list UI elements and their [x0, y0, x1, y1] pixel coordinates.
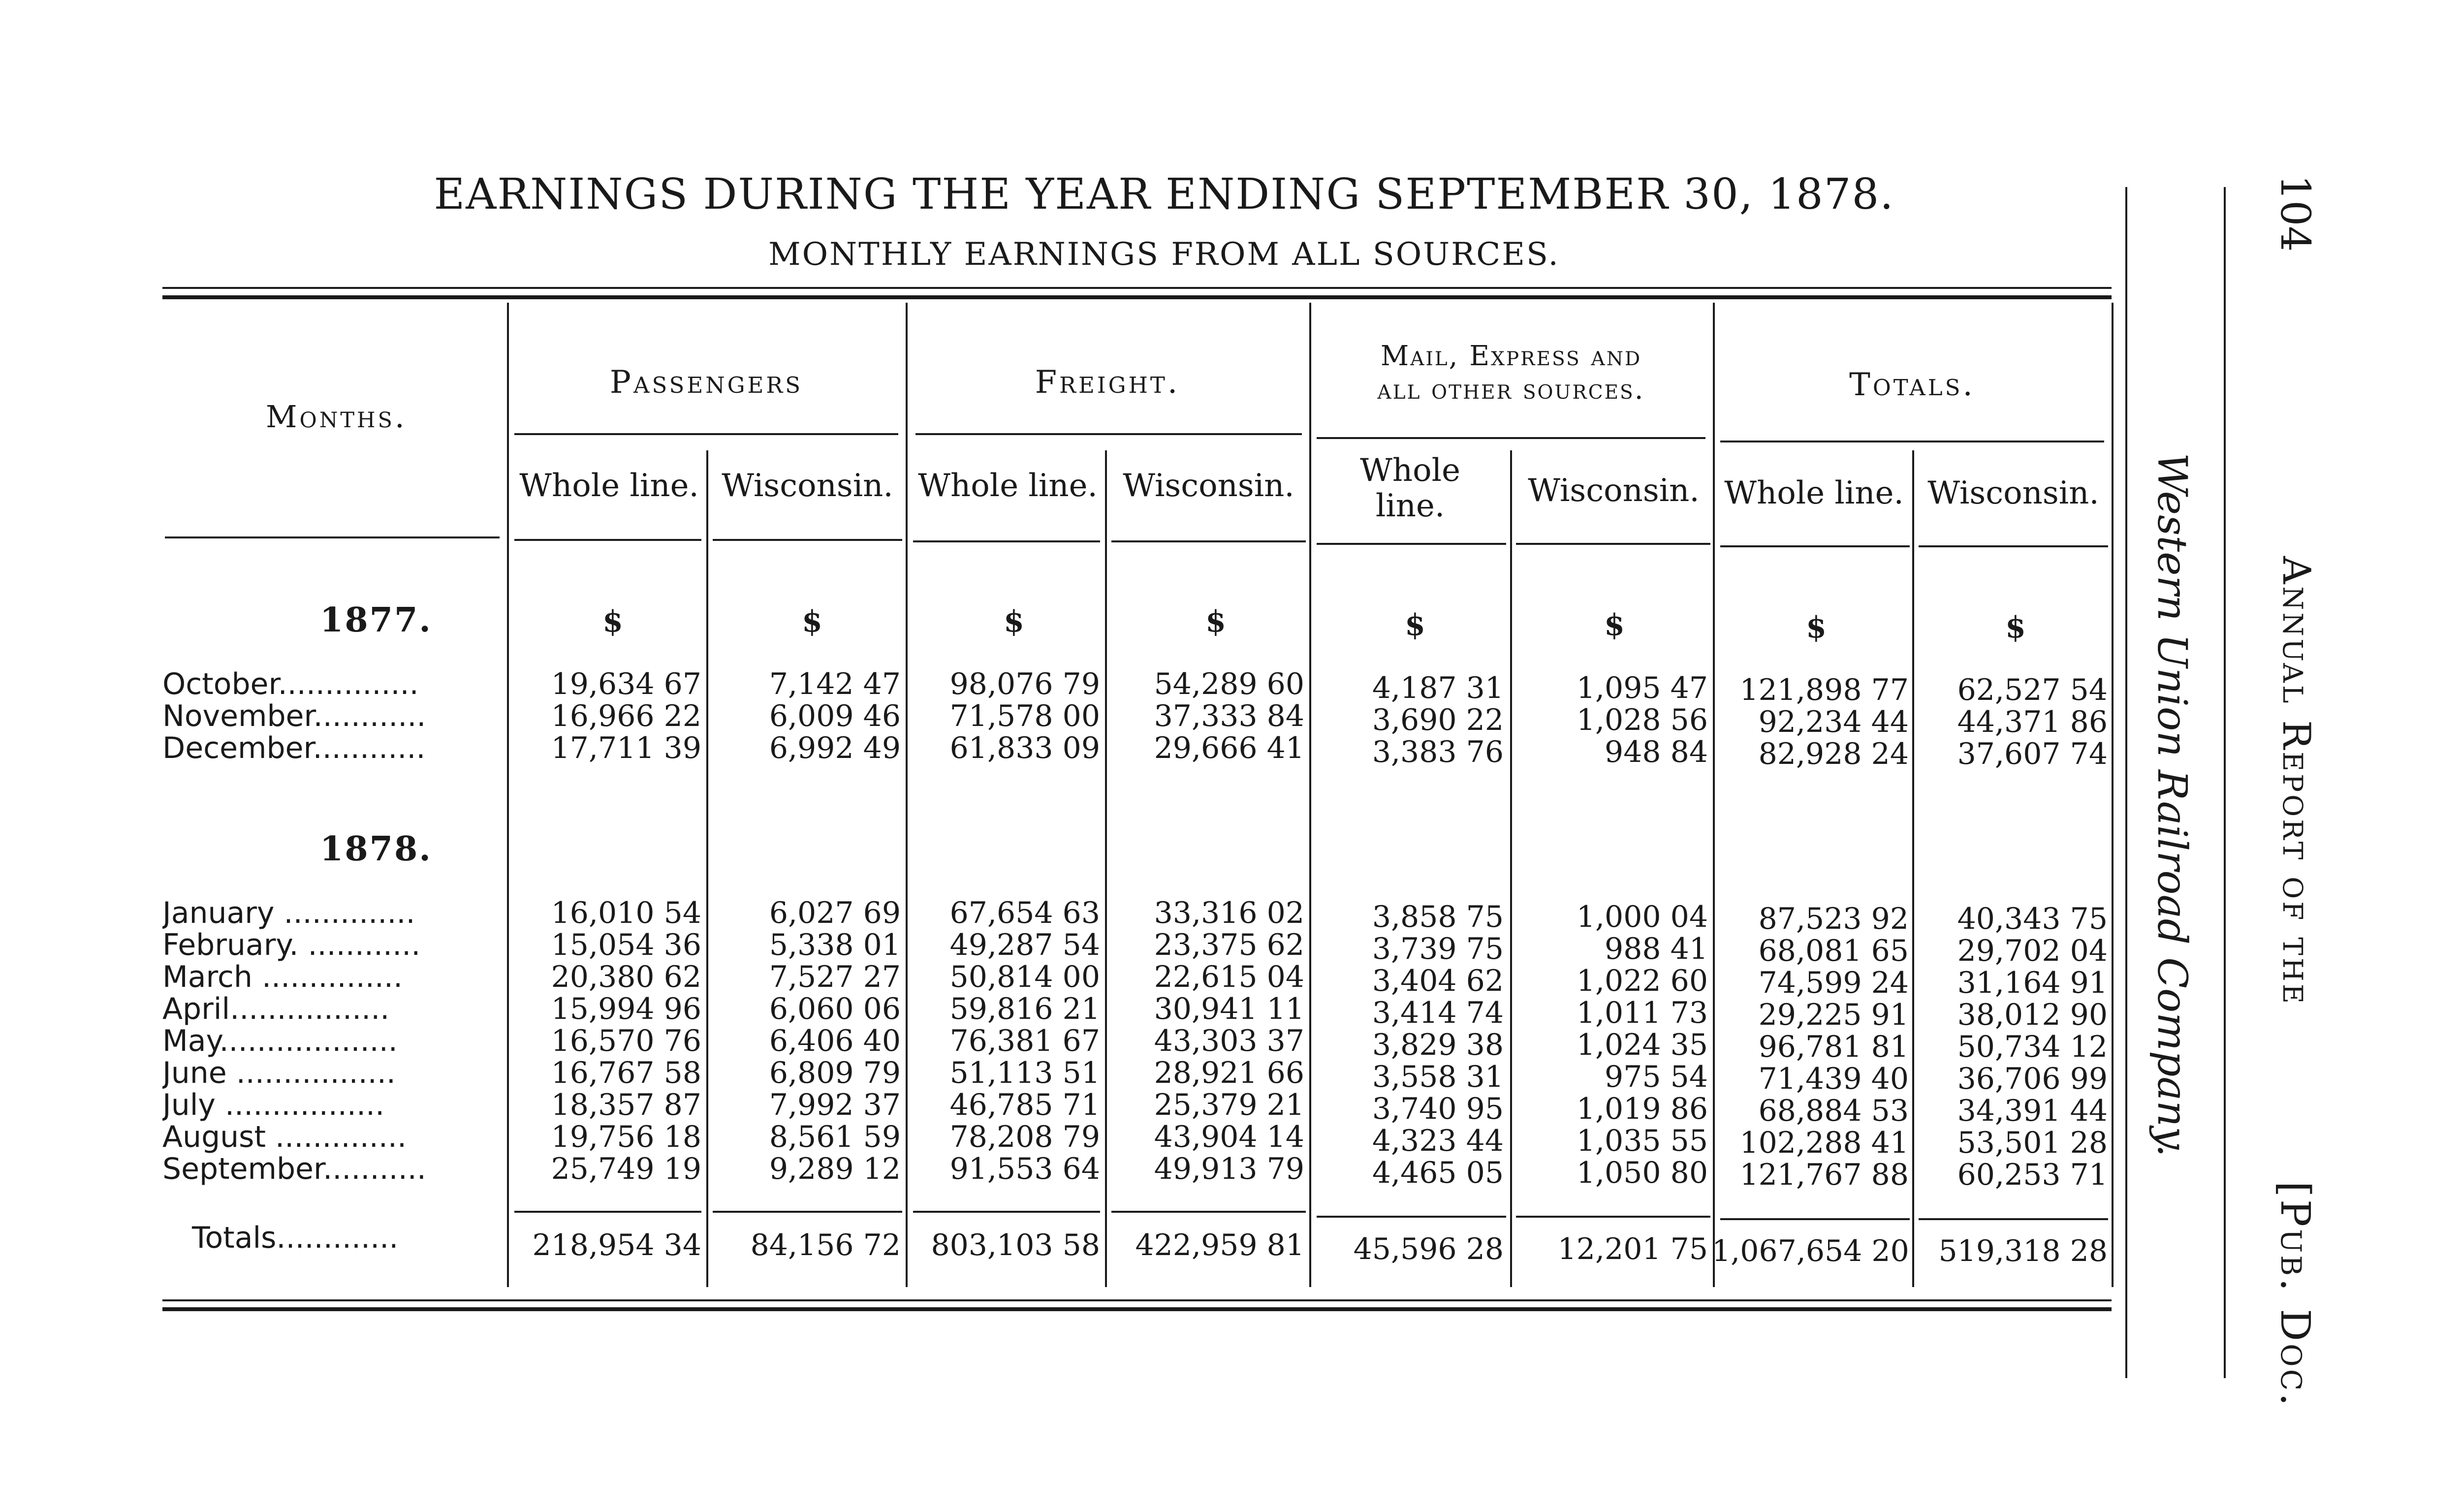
- table-cell: 3,690 22: [1372, 703, 1504, 737]
- table-cell: 87,523 92: [1758, 902, 1909, 936]
- table-cell: 28,921 66: [1154, 1056, 1304, 1090]
- header-bottom-rule: [713, 539, 902, 541]
- currency-symbol: $: [802, 604, 822, 639]
- table-cell: 121,898 77: [1739, 673, 1909, 707]
- month-label: November............: [162, 699, 426, 733]
- table-cell: 92,234 44: [1758, 705, 1909, 739]
- company-name-running-head: Western Union Railroad Company.: [2148, 453, 2195, 1157]
- table-cell: 3,414 74: [1372, 996, 1504, 1030]
- table-bottom-rule-double: [162, 1307, 2112, 1311]
- month-label: April.................: [162, 992, 390, 1026]
- table-cell: 51,113 51: [949, 1056, 1100, 1090]
- group-rule: [1720, 441, 2104, 442]
- table-cell: 84,156 72: [750, 1228, 901, 1262]
- table-cell: 15,994 96: [551, 992, 701, 1026]
- month-label: September...........: [162, 1152, 426, 1186]
- freight-header: Freight.: [1035, 364, 1180, 401]
- totals-rule: [1317, 1216, 1506, 1218]
- table-cell: 33,316 02: [1154, 896, 1304, 930]
- currency-symbol: $: [2005, 610, 2026, 645]
- table-cell: 62,527 54: [1957, 673, 2108, 707]
- table-cell: 9,289 12: [769, 1152, 901, 1186]
- month-label: August ..............: [162, 1120, 407, 1154]
- table-cell: 50,734 12: [1957, 1030, 2108, 1064]
- year-label-1878: 1878.: [320, 829, 432, 869]
- table-cell: 7,527 27: [769, 960, 901, 994]
- table-cell: 16,570 76: [551, 1024, 701, 1058]
- month-label: May...................: [162, 1024, 398, 1058]
- table-cell: 6,009 46: [769, 699, 901, 733]
- table-cell: 1,022 60: [1576, 964, 1708, 998]
- table-cell: 67,654 63: [949, 896, 1100, 930]
- table-cell: 7,992 37: [769, 1088, 901, 1122]
- table-cell: 422,959 81: [1135, 1228, 1304, 1262]
- month-label: March ...............: [162, 960, 403, 994]
- table-cell: 3,404 62: [1372, 964, 1504, 998]
- header-bottom-rule: [1720, 545, 1910, 547]
- table-cell: 1,035 55: [1576, 1124, 1708, 1158]
- table-cell: 54,289 60: [1154, 667, 1304, 701]
- table-cell: 78,208 79: [949, 1120, 1100, 1154]
- margin-rule: [2224, 187, 2226, 1378]
- report-running-head: Annual Report of the: [2274, 556, 2318, 1007]
- table-cell: 8,561 59: [769, 1120, 901, 1154]
- sub-header-wisconsin: Wisconsin.: [1123, 468, 1294, 504]
- column-rule: [2112, 303, 2114, 1287]
- sub-header-whole-line: Whole line.: [918, 468, 1098, 504]
- table-cell: 18,357 87: [551, 1088, 701, 1122]
- sub-header-whole-line: Whole line.: [1360, 452, 1460, 524]
- totals-rule: [1516, 1216, 1710, 1218]
- table-cell: 96,781 81: [1758, 1030, 1909, 1064]
- table-cell: 29,702 04: [1957, 934, 2108, 968]
- header-bottom-rule: [1111, 540, 1306, 542]
- column-rule: [1105, 450, 1107, 1287]
- table-cell: 50,814 00: [949, 960, 1100, 994]
- table-cell: 1,028 56: [1576, 703, 1708, 737]
- table-cell: 4,323 44: [1372, 1124, 1504, 1158]
- table-cell: 29,666 41: [1154, 731, 1304, 765]
- table-cell: 1,000 04: [1576, 900, 1708, 934]
- table-cell: 36,706 99: [1957, 1062, 2108, 1096]
- table-cell: 121,767 88: [1739, 1158, 1909, 1192]
- table-cell: 3,829 38: [1372, 1028, 1504, 1062]
- header-bottom-rule: [1516, 543, 1710, 545]
- table-cell: 6,406 40: [769, 1024, 901, 1058]
- group-rule: [1317, 437, 1705, 439]
- table-cell: 1,050 80: [1576, 1156, 1708, 1190]
- table-cell: 1,067,654 20: [1712, 1234, 1909, 1268]
- table-cell: 4,465 05: [1372, 1156, 1504, 1190]
- table-cell: 53,501 28: [1957, 1126, 2108, 1160]
- table-cell: 12,201 75: [1557, 1232, 1708, 1266]
- table-cell: 102,288 41: [1739, 1126, 1909, 1160]
- table-cell: 82,928 24: [1758, 737, 1909, 771]
- table-cell: 49,287 54: [949, 928, 1100, 962]
- table-cell: 3,383 76: [1372, 735, 1504, 769]
- table-cell: 91,553 64: [949, 1152, 1100, 1186]
- header-bottom-rule: [514, 539, 701, 541]
- sub-header-whole-line: Whole line.: [1724, 475, 1904, 511]
- table-cell: 6,060 06: [769, 992, 901, 1026]
- header-bottom-rule: [165, 536, 500, 538]
- table-cell: 59,816 21: [949, 992, 1100, 1026]
- currency-symbol: $: [602, 604, 623, 639]
- table-cell: 19,634 67: [551, 667, 701, 701]
- table-cell: 3,558 31: [1372, 1060, 1504, 1094]
- table-cell: 23,375 62: [1154, 928, 1304, 962]
- table-cell: 4,187 31: [1372, 671, 1504, 705]
- table-cell: 3,740 95: [1372, 1092, 1504, 1126]
- sub-header-whole-line: Whole line.: [519, 468, 699, 504]
- table-cell: 17,711 39: [551, 731, 701, 765]
- currency-symbol: $: [1405, 608, 1425, 642]
- table-cell: 3,858 75: [1372, 900, 1504, 934]
- table-cell: 68,884 53: [1758, 1094, 1909, 1128]
- totals-rule: [514, 1211, 701, 1213]
- mail-header-line2: all other sources.: [1377, 374, 1645, 406]
- month-label: October...............: [162, 667, 419, 701]
- passengers-header: Passengers: [609, 364, 803, 401]
- totals-rule: [1111, 1211, 1306, 1213]
- table-cell: 15,054 36: [551, 928, 701, 962]
- header-bottom-rule: [1919, 545, 2108, 547]
- pub-doc-label: [Pub. Doc.: [2272, 1181, 2318, 1409]
- table-cell: 29,225 91: [1758, 998, 1909, 1032]
- totals-rule: [1720, 1218, 1910, 1220]
- table-cell: 76,381 67: [949, 1024, 1100, 1058]
- table-cell: 6,027 69: [769, 896, 901, 930]
- sub-header-wisconsin: Wisconsin.: [722, 468, 893, 504]
- table-cell: 218,954 34: [532, 1228, 701, 1262]
- table-bottom-rule: [162, 1299, 2112, 1301]
- table-cell: 43,303 37: [1154, 1024, 1304, 1058]
- table-cell: 519,318 28: [1938, 1234, 2108, 1268]
- table-cell: 975 54: [1605, 1060, 1708, 1094]
- header-bottom-rule: [913, 540, 1100, 542]
- table-cell: 30,941 11: [1154, 992, 1304, 1026]
- table-cell: 46,785 71: [949, 1088, 1100, 1122]
- table-cell: 49,913 79: [1154, 1152, 1304, 1186]
- currency-symbol: $: [1806, 610, 1827, 645]
- sub-header-wisconsin: Wisconsin.: [1927, 475, 2099, 511]
- header-bottom-rule: [1317, 543, 1506, 545]
- table-top-rule-double: [162, 295, 2112, 299]
- totals-rule: [913, 1211, 1100, 1213]
- table-cell: 803,103 58: [931, 1228, 1100, 1262]
- table-cell: 44,371 86: [1957, 705, 2108, 739]
- month-label: February. ............: [162, 928, 421, 962]
- table-cell: 68,081 65: [1758, 934, 1909, 968]
- table-cell: 6,809 79: [769, 1056, 901, 1090]
- table-cell: 3,739 75: [1372, 932, 1504, 966]
- totals-header: Totals.: [1849, 367, 1975, 403]
- table-top-rule: [162, 287, 2112, 289]
- table-cell: 34,391 44: [1957, 1094, 2108, 1128]
- table-cell: 61,833 09: [949, 731, 1100, 765]
- page-title: EARNINGS DURING THE YEAR ENDING SEPTEMBER 30, 1878.: [434, 170, 1894, 219]
- table-cell: 5,338 01: [769, 928, 901, 962]
- table-cell: 37,333 84: [1154, 699, 1304, 733]
- year-label-1877: 1877.: [320, 600, 432, 640]
- currency-symbol: $: [1205, 604, 1226, 639]
- table-cell: 1,019 86: [1576, 1092, 1708, 1126]
- table-cell: 16,767 58: [551, 1056, 701, 1090]
- table-cell: 6,992 49: [769, 731, 901, 765]
- table-cell: 71,439 40: [1758, 1062, 1909, 1096]
- table-cell: 38,012 90: [1957, 998, 2108, 1032]
- table-cell: 22,615 04: [1154, 960, 1304, 994]
- table-cell: 948 84: [1605, 735, 1708, 769]
- margin-rule: [2125, 187, 2127, 1378]
- table-cell: 19,756 18: [551, 1120, 701, 1154]
- table-cell: 60,253 71: [1957, 1158, 2108, 1192]
- mail-header-line1: Mail, Express and: [1380, 340, 1642, 372]
- table-cell: 45,596 28: [1353, 1232, 1504, 1266]
- table-cell: 98,076 79: [949, 667, 1100, 701]
- page-subtitle: MONTHLY EARNINGS FROM ALL SOURCES.: [768, 236, 1560, 273]
- currency-symbol: $: [1604, 608, 1625, 642]
- sub-header-wisconsin: Wisconsin.: [1528, 472, 1700, 509]
- totals-label: Totals.............: [192, 1221, 399, 1255]
- table-cell: 20,380 62: [551, 960, 701, 994]
- table-cell: 1,024 35: [1576, 1028, 1708, 1062]
- table-cell: 43,904 14: [1154, 1120, 1304, 1154]
- group-rule: [514, 433, 898, 435]
- table-cell: 71,578 00: [949, 699, 1100, 733]
- table-cell: 16,966 22: [551, 699, 701, 733]
- table-cell: 40,343 75: [1957, 902, 2108, 936]
- currency-symbol: $: [1004, 604, 1024, 639]
- totals-rule: [1919, 1218, 2108, 1220]
- table-cell: 1,095 47: [1576, 671, 1708, 705]
- page-number: 104: [2272, 175, 2318, 252]
- table-cell: 37,607 74: [1957, 737, 2108, 771]
- table-cell: 25,749 19: [551, 1152, 701, 1186]
- month-label: January ..............: [162, 896, 415, 930]
- month-label: July .................: [162, 1088, 385, 1122]
- group-rule: [915, 433, 1302, 435]
- table-cell: 7,142 47: [769, 667, 901, 701]
- table-cell: 25,379 21: [1154, 1088, 1304, 1122]
- month-label: December............: [162, 731, 426, 765]
- table-cell: 31,164 91: [1957, 966, 2108, 1000]
- months-header: Months.: [266, 399, 407, 435]
- table-cell: 1,011 73: [1576, 996, 1708, 1030]
- table-cell: 74,599 24: [1758, 966, 1909, 1000]
- totals-rule: [713, 1211, 902, 1213]
- table-cell: 988 41: [1605, 932, 1708, 966]
- month-label: June .................: [162, 1056, 396, 1090]
- table-cell: 16,010 54: [551, 896, 701, 930]
